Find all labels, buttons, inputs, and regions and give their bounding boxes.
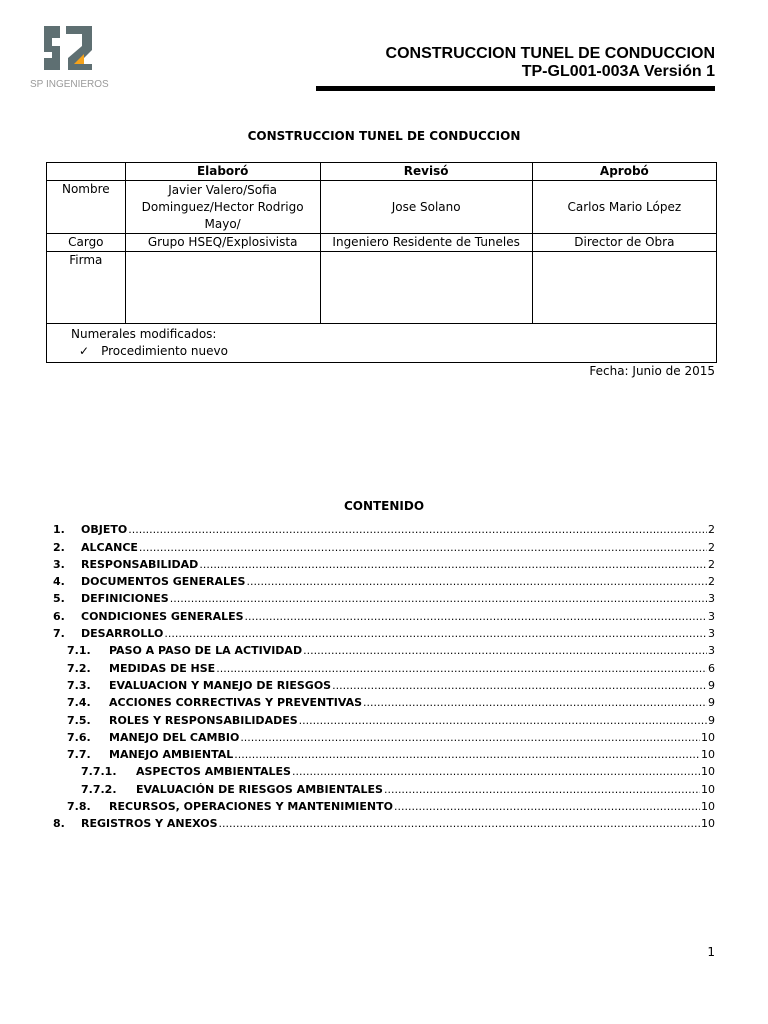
toc-entry[interactable] xyxy=(53,675,715,692)
nombre-reviso: Jose Solano xyxy=(320,181,532,234)
toc-entry[interactable] xyxy=(53,588,715,605)
header-elaboro: Elaboró xyxy=(125,163,320,181)
document-date: Fecha: Junio de 2015 xyxy=(589,364,715,378)
approval-table xyxy=(46,162,717,363)
toc-dot-leader xyxy=(139,541,707,554)
toc-entry-number: 2. xyxy=(53,540,65,554)
toc-entry-label: DEFINICIONES xyxy=(81,592,169,606)
toc-entry[interactable] xyxy=(53,813,715,830)
notes-list-item xyxy=(71,343,716,360)
toc-entry-page: 2 xyxy=(708,575,715,589)
toc-entry-number: 7.7.1. xyxy=(81,765,117,779)
toc-entry-label: REGISTROS Y ANEXOS xyxy=(81,817,218,831)
toc-dot-leader xyxy=(246,575,707,588)
toc-entry-page: 3 xyxy=(708,609,715,623)
firma-elaboro xyxy=(125,252,320,324)
toc-entry-page: 3 xyxy=(708,644,715,658)
document-header xyxy=(386,45,715,81)
toc-entry-number: 7.2. xyxy=(67,661,91,675)
toc-entry-label: PASO A PASO DE LA ACTIVIDAD xyxy=(109,644,303,658)
toc-dot-leader xyxy=(128,523,707,536)
header-reviso: Revisó xyxy=(320,163,532,181)
toc-entry-label: DESARROLLO xyxy=(81,627,164,641)
toc-entry-number: 7.3. xyxy=(67,678,91,692)
toc-entry[interactable] xyxy=(53,640,715,657)
toc-entry-number: 5. xyxy=(53,592,65,606)
notes-title: Numerales modificados: xyxy=(71,327,217,341)
toc-entry[interactable] xyxy=(53,519,715,536)
toc-dot-leader xyxy=(245,610,707,623)
toc-dot-leader xyxy=(219,817,701,830)
toc-entry-number: 6. xyxy=(53,609,65,623)
toc-entry-label: MANEJO DEL CAMBIO xyxy=(109,730,240,744)
toc-dot-leader xyxy=(164,627,707,640)
toc-entry[interactable] xyxy=(53,536,715,553)
toc-title: CONTENIDO xyxy=(343,499,425,513)
document-title: CONSTRUCCION TUNEL DE CONDUCCION xyxy=(247,129,521,143)
toc-entry-page: 9 xyxy=(708,696,715,710)
header-code: TP-GL001-003A Versión 1 xyxy=(521,63,715,80)
toc-entry-label: DOCUMENTOS GENERALES xyxy=(81,575,246,589)
toc-entry-page: 10 xyxy=(701,730,715,744)
toc-dot-leader xyxy=(303,644,707,657)
row-firma xyxy=(47,252,717,324)
page-number: 1 xyxy=(707,945,715,959)
header-aprobo: Aprobó xyxy=(532,163,716,181)
toc-entry-label: ACCIONES CORRECTIVAS Y PREVENTIVAS xyxy=(109,696,363,710)
toc-entry-label: OBJETO xyxy=(81,523,128,537)
toc-dot-leader xyxy=(240,731,700,744)
toc-entry-number: 7.6. xyxy=(67,730,91,744)
toc-entry-page: 10 xyxy=(701,765,715,779)
toc-entry-label: ROLES Y RESPONSABILIDADES xyxy=(109,713,298,727)
toc-entry[interactable] xyxy=(53,623,715,640)
toc-entry-page: 10 xyxy=(701,782,715,796)
toc-entry-label: ASPECTOS AMBIENTALES xyxy=(136,765,291,779)
label-cargo: Cargo xyxy=(47,234,126,252)
toc-entry-label: MEDIDAS DE HSE xyxy=(109,661,216,675)
toc-entry-number: 7.4. xyxy=(67,696,91,710)
toc-dot-leader xyxy=(363,696,707,709)
row-nombre xyxy=(47,181,717,234)
row-notes xyxy=(47,324,717,363)
toc-entry-page: 3 xyxy=(708,627,715,641)
toc-entry-number: 7.1. xyxy=(67,644,91,658)
logo-text: SP INGENIEROS xyxy=(30,79,109,90)
toc-entry[interactable] xyxy=(53,727,715,744)
header-title: CONSTRUCCION TUNEL DE CONDUCCION xyxy=(385,45,715,62)
toc-dot-leader xyxy=(216,662,707,675)
toc-entry-page: 6 xyxy=(708,661,715,675)
toc-entry-number: 7.7.2. xyxy=(81,782,117,796)
toc-entry-page: 2 xyxy=(708,557,715,571)
header-rule xyxy=(316,86,715,91)
row-cargo xyxy=(47,234,717,252)
toc-entry[interactable] xyxy=(53,778,715,795)
toc-entry-number: 7.5. xyxy=(67,713,91,727)
cargo-aprobo: Director de Obra xyxy=(532,234,716,252)
toc-entry[interactable] xyxy=(53,657,715,674)
toc-entry-page: 10 xyxy=(701,800,715,814)
toc-entry-label: EVALUACION Y MANEJO DE RIESGOS xyxy=(109,678,332,692)
toc-entry[interactable] xyxy=(53,554,715,571)
firma-aprobo xyxy=(532,252,716,324)
toc-dot-leader xyxy=(384,783,700,796)
toc-entry-number: 1. xyxy=(53,523,65,537)
notes-cell xyxy=(47,324,717,363)
toc-entry-page: 3 xyxy=(708,592,715,606)
firma-reviso xyxy=(320,252,532,324)
toc-entry[interactable] xyxy=(53,571,715,588)
toc-entry-page: 10 xyxy=(701,817,715,831)
table-corner-cell xyxy=(47,163,126,181)
toc-entry[interactable] xyxy=(53,692,715,709)
table-header-row xyxy=(47,163,717,181)
toc-entry-page: 9 xyxy=(708,713,715,727)
toc-entry-number: 7.8. xyxy=(67,800,91,814)
cargo-reviso: Ingeniero Residente de Tuneles xyxy=(320,234,532,252)
table-of-contents xyxy=(53,519,715,830)
toc-entry-number: 4. xyxy=(53,575,65,589)
toc-entry-label: MANEJO AMBIENTAL xyxy=(109,748,234,762)
nombre-aprobo: Carlos Mario López xyxy=(532,181,716,234)
toc-entry-number: 3. xyxy=(53,557,65,571)
toc-entry-label: CONDICIONES GENERALES xyxy=(81,609,244,623)
cargo-elaboro: Grupo HSEQ/Explosivista xyxy=(125,234,320,252)
label-nombre: Nombre xyxy=(47,181,126,234)
toc-dot-leader xyxy=(394,800,700,813)
toc-entry-number: 7. xyxy=(53,627,65,641)
checkmark-icon: ✓ xyxy=(79,344,90,358)
toc-dot-leader xyxy=(199,558,707,571)
toc-entry-label: EVALUACIÓN DE RIESGOS AMBIENTALES xyxy=(136,782,383,796)
toc-entry[interactable] xyxy=(53,761,715,778)
toc-entry-label: RECURSOS, OPERACIONES Y MANTENIMIENTO xyxy=(109,800,393,814)
label-firma: Firma xyxy=(47,252,126,324)
toc-entry-page: 2 xyxy=(708,540,715,554)
toc-entry-page: 10 xyxy=(701,748,715,762)
toc-entry[interactable] xyxy=(53,744,715,761)
toc-entry[interactable] xyxy=(53,796,715,813)
toc-entry[interactable] xyxy=(53,605,715,622)
toc-dot-leader xyxy=(170,592,707,605)
toc-dot-leader xyxy=(332,679,707,692)
toc-entry-label: RESPONSABILIDAD xyxy=(81,557,199,571)
notes-item-label: Procedimiento nuevo xyxy=(101,344,228,358)
toc-entry-page: 9 xyxy=(708,678,715,692)
toc-entry-number: 8. xyxy=(53,817,65,831)
toc-entry[interactable] xyxy=(53,709,715,726)
toc-entry-number: 7.7. xyxy=(67,748,91,762)
toc-dot-leader xyxy=(292,765,700,778)
toc-dot-leader xyxy=(299,714,707,727)
toc-entry-page: 2 xyxy=(708,523,715,537)
toc-entry-label: ALCANCE xyxy=(81,540,138,554)
toc-dot-leader xyxy=(234,748,700,761)
nombre-elaboro: Javier Valero/Sofia Dominguez/Hector Rodrigo Mayo/ xyxy=(125,181,320,234)
